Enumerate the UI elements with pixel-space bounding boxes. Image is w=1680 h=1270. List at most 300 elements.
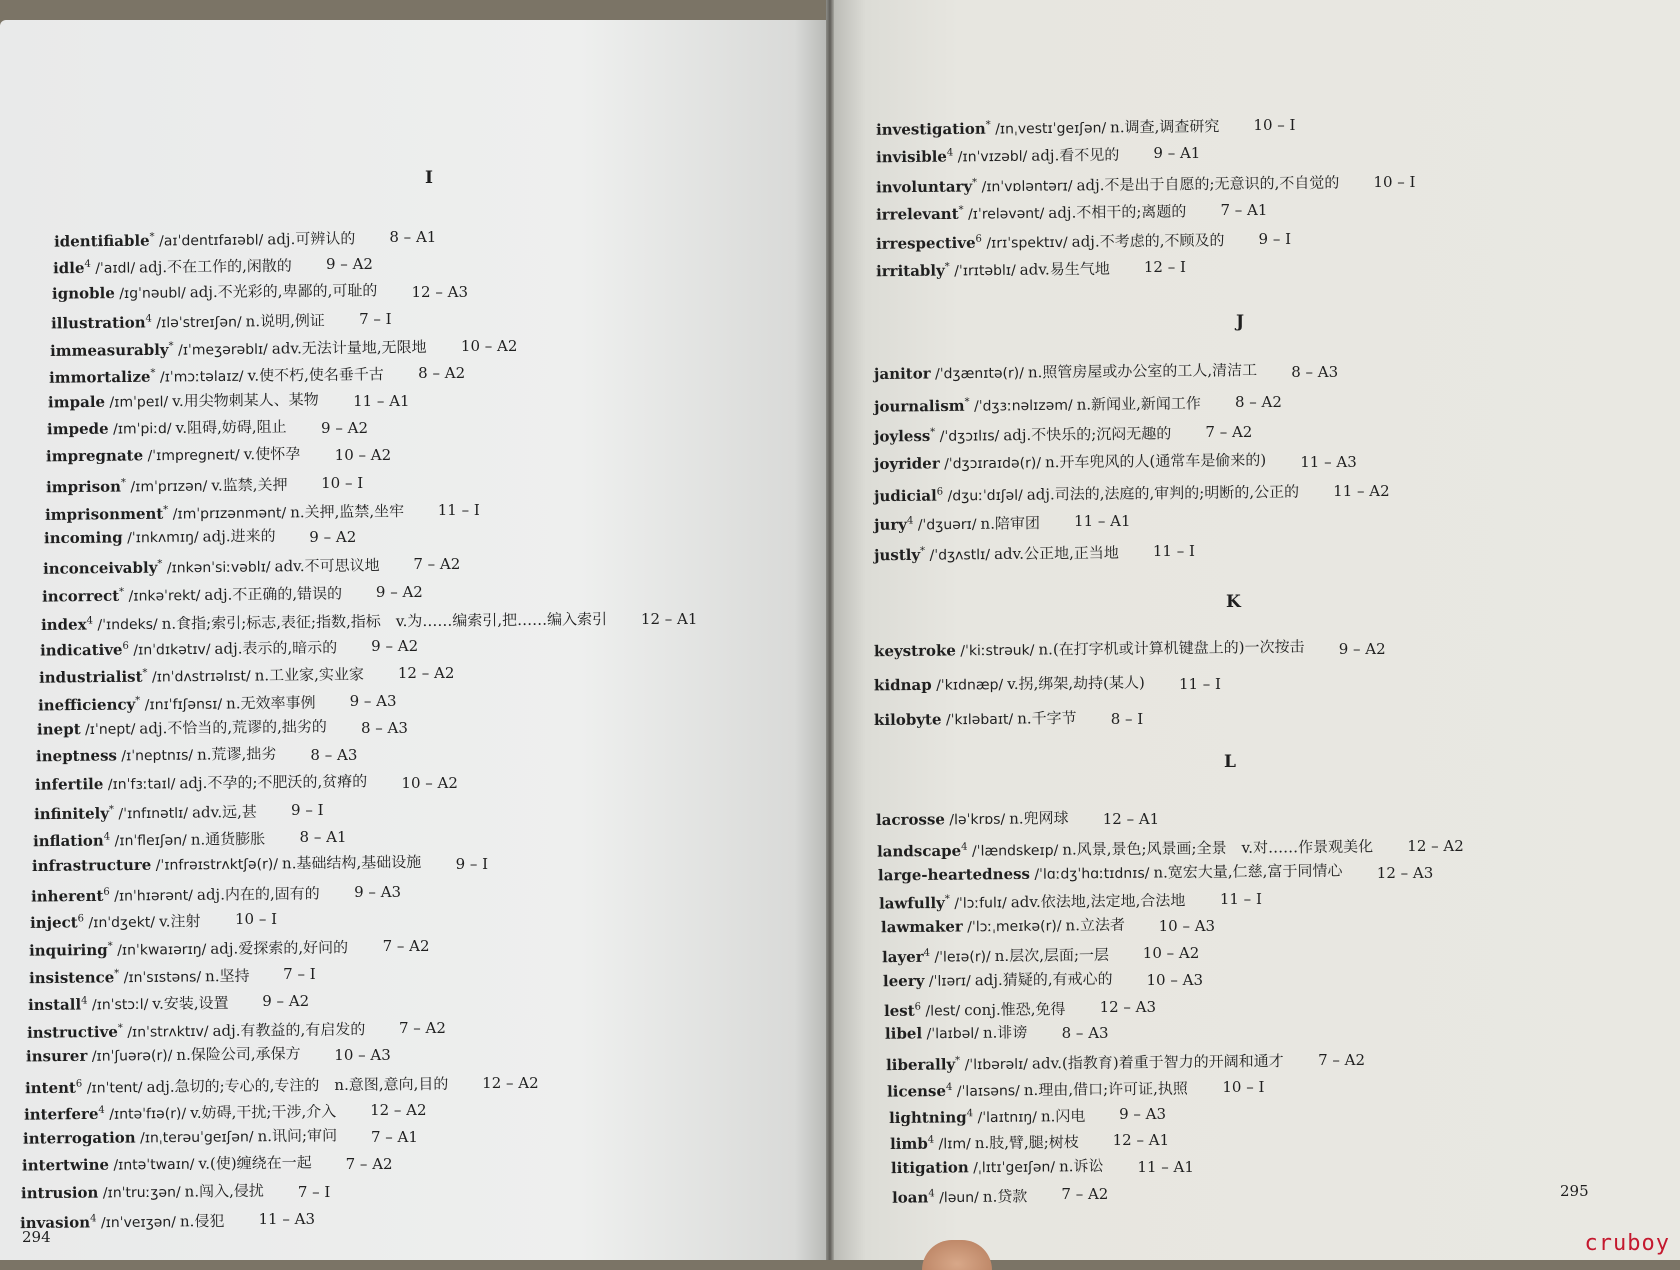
frequency-mark: 4 xyxy=(98,1104,105,1116)
frequency-mark: 4 xyxy=(928,1188,935,1200)
dictionary-entry xyxy=(50,335,427,361)
headword: lightning xyxy=(888,1107,967,1127)
pronunciation: /ˈdʒɜːnəlɪzəm/ xyxy=(969,397,1073,415)
unit-reference: 10 – I xyxy=(234,909,278,928)
unit-reference: 12 – A2 xyxy=(370,1100,427,1119)
definition: adj.不快乐的;沉闷无趣的 xyxy=(1003,424,1172,444)
pronunciation: /ɪnɪˈfɪʃənsɪ/ xyxy=(140,696,223,714)
unit-reference: 11 – A2 xyxy=(1333,482,1390,501)
dictionary-entry xyxy=(876,114,1220,140)
pronunciation: /ɪnˈtruːʒən/ xyxy=(98,1184,181,1202)
dictionary-entry xyxy=(26,1045,301,1067)
headword: infertile xyxy=(35,774,104,794)
dictionary-entry xyxy=(876,809,1069,830)
definition: n.兜网球 xyxy=(1009,808,1069,828)
headword: leery xyxy=(882,971,925,990)
pronunciation: /ɪnˈfleɪʃən/ xyxy=(110,832,188,850)
unit-reference: 11 – A1 xyxy=(1074,512,1131,531)
dictionary-entry xyxy=(886,1049,1284,1075)
pronunciation: /lɪm/ xyxy=(933,1136,971,1153)
unit-reference: 11 – A3 xyxy=(258,1210,315,1228)
frequency-mark: 6 xyxy=(75,1078,83,1090)
unit-reference: 8 – A3 xyxy=(1291,363,1339,381)
unit-reference: 12 – A2 xyxy=(482,1073,539,1092)
pronunciation: /ɪnˈtent/ xyxy=(81,1079,143,1097)
headword: judicial xyxy=(873,486,937,506)
dictionary-entry xyxy=(30,909,201,933)
pronunciation: /ˈɪnfrəɪstrʌktʃə(r)/ xyxy=(151,856,279,875)
headword: ineptness xyxy=(35,746,118,766)
unit-reference: 8 – A3 xyxy=(360,719,408,737)
unit-reference: 9 – A2 xyxy=(321,418,369,437)
section-heading-i: I xyxy=(425,168,433,188)
dictionary-entry xyxy=(27,1017,365,1043)
frequency-mark: * xyxy=(958,204,964,216)
frequency-mark: 6 xyxy=(975,233,982,245)
headword: inept xyxy=(36,720,81,739)
dictionary-entry xyxy=(874,391,1201,416)
definition: adj.进来的 xyxy=(202,526,276,546)
frequency-mark: 6 xyxy=(77,913,85,925)
definition: n.闪电 xyxy=(1040,1106,1086,1126)
left-page xyxy=(0,20,828,1260)
section-heading-j: J xyxy=(1236,312,1245,332)
unit-reference: 7 – A2 xyxy=(382,937,430,956)
dictionary-entry xyxy=(874,480,1299,506)
definition: adv.远,甚 xyxy=(192,802,258,822)
pronunciation: /ˈkɪdnæp/ xyxy=(931,677,1004,694)
pronunciation: /ɪrɪˈspektɪv/ xyxy=(981,234,1068,252)
dictionary-entry xyxy=(874,674,1145,696)
frequency-mark: 4 xyxy=(80,995,88,1007)
unit-reference: 9 – I xyxy=(1258,229,1292,248)
pronunciation: /lest/ xyxy=(920,1002,961,1020)
dictionary-entry xyxy=(41,607,607,635)
headword: imprisonment xyxy=(44,504,163,524)
unit-reference: 10 – A3 xyxy=(1158,917,1216,936)
dictionary-entry xyxy=(874,511,1040,535)
watermark: cruboy xyxy=(1584,1231,1670,1256)
headword: incoming xyxy=(43,528,123,548)
headword: layer xyxy=(881,947,924,967)
headword: inject xyxy=(30,913,79,932)
frequency-mark: * xyxy=(120,476,126,488)
pronunciation: /ɪləˈstreɪʃən/ xyxy=(152,314,242,332)
dictionary-entry xyxy=(43,554,380,580)
unit-reference: 9 – A2 xyxy=(1338,640,1386,658)
pronunciation: /ɪˈneptnɪs/ xyxy=(116,747,194,765)
pronunciation: /ˌlɪtɪˈgeɪʃən/ xyxy=(968,1159,1055,1177)
dictionary-entry xyxy=(36,745,276,767)
unit-reference: 7 – A2 xyxy=(345,1155,393,1174)
unit-reference: 10 – A2 xyxy=(460,337,518,356)
definition: adj.有教益的,有启发的 xyxy=(212,1020,365,1040)
definition: n.开车兜风的人(通常车是偷来的) xyxy=(1044,450,1267,471)
headword: inflation xyxy=(33,831,105,851)
definition: n.宽宏大量,仁慈,富于同情心 xyxy=(1153,861,1343,882)
dictionary-entry xyxy=(884,997,1066,1021)
dictionary-entry xyxy=(879,889,1186,914)
headword: loan xyxy=(891,1188,929,1207)
frequency-mark: 4 xyxy=(927,1134,934,1147)
headword: large-heartedness xyxy=(878,864,1031,884)
definition: v.(使)缠绕在一起 xyxy=(198,1153,312,1174)
headword: landscape xyxy=(877,841,962,861)
dictionary-entry xyxy=(27,991,228,1015)
definition: v.拐,绑架,劫持(某人) xyxy=(1007,673,1145,694)
definition: adv.不可思议地 xyxy=(274,556,380,576)
definition: n.基础结构,基础设施 xyxy=(282,853,422,873)
frequency-mark: * xyxy=(118,586,124,598)
pronunciation: /ˈlɑːdʒˈhɑːtɪdnɪs/ xyxy=(1030,865,1150,883)
headword: infrastructure xyxy=(32,856,152,876)
definition: n.闯入,侵扰 xyxy=(184,1181,264,1201)
unit-reference: 11 – A1 xyxy=(1137,1158,1194,1177)
dictionary-entry xyxy=(48,390,319,412)
definition: n.调查,调查研究 xyxy=(1110,117,1220,137)
definition: n.侵犯 xyxy=(179,1211,225,1231)
headword: irritably xyxy=(875,261,945,281)
headword: libel xyxy=(885,1024,923,1044)
headword: investigation xyxy=(875,119,986,139)
unit-reference: 8 – A1 xyxy=(389,228,437,246)
definition: n.诽谤 xyxy=(982,1023,1028,1043)
dictionary-entry xyxy=(24,1099,336,1124)
dictionary-entry xyxy=(54,226,355,251)
headword: intent xyxy=(24,1078,76,1097)
pronunciation: /ˈdʒɔɪlɪs/ xyxy=(935,427,1000,445)
frequency-mark: * xyxy=(162,504,168,516)
definition: n.保险公司,承保方 xyxy=(175,1044,301,1065)
headword: intrusion xyxy=(20,1183,99,1202)
headword: immortalize xyxy=(49,368,151,388)
unit-reference: 8 – A2 xyxy=(1234,392,1282,411)
pronunciation: /ɪnˈdɪkətɪv/ xyxy=(128,641,211,659)
dictionary-entry xyxy=(29,936,348,961)
frequency-mark: * xyxy=(945,894,951,906)
frequency-mark: 4 xyxy=(84,259,91,271)
pronunciation: /ˈlændskeɪp/ xyxy=(967,842,1059,860)
headword: interfere xyxy=(23,1104,99,1124)
dictionary-entry xyxy=(874,638,1305,662)
frequency-mark: 4 xyxy=(946,1081,953,1093)
dictionary-entry xyxy=(28,963,249,987)
pronunciation: /ɪnˈkwaɪərɪŋ/ xyxy=(113,942,207,960)
unit-reference: 10 – A3 xyxy=(1146,970,1203,989)
unit-reference: 7 – A2 xyxy=(1318,1051,1366,1070)
definition: v.安装,设置 xyxy=(151,993,229,1013)
unit-reference: 10 – A3 xyxy=(334,1046,391,1065)
headword: inherent xyxy=(31,886,104,906)
unit-reference: 12 – A2 xyxy=(397,664,455,683)
definition: n.工业家,实业家 xyxy=(254,665,364,685)
definition: adj.表示的,暗示的 xyxy=(214,638,338,658)
unit-reference: 9 – A2 xyxy=(371,637,419,656)
definition: conj.惟恐,免得 xyxy=(964,999,1066,1019)
dictionary-entry xyxy=(25,1071,449,1097)
pronunciation: /ləˈkrɒs/ xyxy=(944,811,1006,829)
dictionary-entry xyxy=(31,881,320,906)
unit-reference: 7 – A2 xyxy=(1205,422,1253,441)
pronunciation: /ˈdʒʌstlɪ/ xyxy=(925,547,991,564)
definition: adj.司法的,法庭的,审判的;明断的,公正的 xyxy=(1026,483,1300,504)
pronunciation: /ɪnˈstrʌktɪv/ xyxy=(122,1023,209,1041)
dictionary-entry xyxy=(887,1076,1188,1101)
dictionary-entry xyxy=(51,308,325,333)
definition: adj.不相干的;离题的 xyxy=(1048,202,1187,223)
headword: insistence xyxy=(28,967,114,987)
pronunciation: /ˈdʒænɪtə(r)/ xyxy=(930,365,1024,383)
dictionary-entry xyxy=(22,1154,312,1176)
unit-reference: 12 – A3 xyxy=(1099,997,1157,1016)
unit-reference: 12 – A3 xyxy=(1376,863,1434,882)
dictionary-entry xyxy=(34,800,257,824)
headword: joyless xyxy=(873,426,931,446)
headword: indicative xyxy=(39,640,123,660)
pronunciation: /ɪnkənˈsiːvəblɪ/ xyxy=(161,559,271,577)
dictionary-entry xyxy=(878,861,1343,885)
pronunciation: /ɪˈreləvənt/ xyxy=(963,206,1045,223)
definition: adj.可辨认的 xyxy=(267,229,356,249)
headword: janitor xyxy=(873,364,931,384)
frequency-mark: * xyxy=(109,804,115,816)
unit-reference: 9 – A1 xyxy=(1153,144,1201,163)
frequency-mark: * xyxy=(920,545,926,557)
dictionary-entry xyxy=(33,827,265,851)
frequency-mark: 4 xyxy=(906,515,914,527)
pronunciation: /ɪmˈpeɪl/ xyxy=(105,393,169,411)
headword: journalism xyxy=(873,396,965,416)
book-gutter xyxy=(826,0,834,1260)
page-number-left: 294 xyxy=(22,1228,51,1246)
pronunciation: /ɪnˈhɪərənt/ xyxy=(109,887,194,905)
unit-reference: 10 – A2 xyxy=(1142,943,1200,962)
unit-reference: 12 – A2 xyxy=(1407,836,1464,855)
frequency-mark: * xyxy=(150,368,156,380)
pronunciation: /ˈɪrɪtəblɪ/ xyxy=(949,262,1016,280)
frequency-mark: 4 xyxy=(923,947,930,959)
dictionary-entry xyxy=(45,472,287,497)
headword: joyrider xyxy=(873,453,940,473)
frequency-mark: * xyxy=(135,695,141,707)
frequency-mark: 4 xyxy=(961,841,968,853)
pronunciation: /ɪnˈvɪzəbl/ xyxy=(953,149,1028,166)
pronunciation: /ˈɪnfɪnətlɪ/ xyxy=(114,805,189,823)
pronunciation: /ˈɪndeks/ xyxy=(92,616,158,634)
headword: impede xyxy=(47,419,110,439)
definition: n.立法者 xyxy=(1064,915,1125,935)
dictionary-entry xyxy=(876,228,1225,254)
unit-reference: 8 – A3 xyxy=(1061,1024,1109,1043)
dictionary-entry xyxy=(37,717,327,739)
unit-reference: 8 – A3 xyxy=(310,746,358,765)
unit-reference: 7 – A2 xyxy=(1061,1185,1109,1203)
unit-reference: 10 – I xyxy=(1373,172,1416,191)
pronunciation: /ɪnˌterəuˈgeɪʃən/ xyxy=(135,1129,254,1147)
headword: limb xyxy=(889,1135,928,1154)
definition: n.肢,臂,腿;树枝 xyxy=(974,1133,1079,1153)
pronunciation: /ɪmˈprɪzən/ xyxy=(125,478,207,495)
headword: install xyxy=(27,995,81,1014)
dictionary-entry xyxy=(888,1104,1085,1128)
headword: ignoble xyxy=(52,283,116,303)
definition: adv.依法地,法定地,合法地 xyxy=(1011,891,1186,912)
unit-reference: 11 – I xyxy=(1178,675,1221,693)
definition: n.坚持 xyxy=(204,966,250,985)
pronunciation: /ɪˈmɔːtəlaɪz/ xyxy=(155,369,244,387)
definition: adj.爱探索的,好问的 xyxy=(210,938,349,958)
pronunciation: /dʒuːˈdɪʃəl/ xyxy=(943,487,1023,505)
pronunciation: /ˈlaɪbəl/ xyxy=(922,1026,980,1043)
unit-reference: 11 – A1 xyxy=(353,391,410,410)
section-heading-l: L xyxy=(1224,752,1236,772)
definition: n.贷款 xyxy=(982,1187,1028,1206)
pronunciation: /ˈlɪərɪ/ xyxy=(924,972,971,990)
pronunciation: /ˈlaɪsəns/ xyxy=(952,1083,1021,1100)
pronunciation: /ɪnˈstɔːl/ xyxy=(86,996,149,1014)
headword: industrialist xyxy=(38,668,143,688)
unit-reference: 7 – A2 xyxy=(413,555,461,574)
headword: infinitely xyxy=(34,804,110,823)
frequency-mark: * xyxy=(117,1022,123,1034)
dictionary-entry xyxy=(52,281,377,303)
unit-reference: 9 – A2 xyxy=(325,255,373,274)
dictionary-entry xyxy=(40,636,337,661)
headword: idle xyxy=(52,259,85,278)
frequency-mark: 6 xyxy=(122,640,129,652)
unit-reference: 11 – I xyxy=(437,500,480,519)
pronunciation: /ˈlaɪtnɪŋ/ xyxy=(972,1109,1037,1126)
headword: lawmaker xyxy=(880,917,963,937)
dictionary-entry xyxy=(891,1157,1104,1178)
definition: adj.急切的;专心的,专注的 n.意图,意向,目的 xyxy=(146,1074,449,1096)
definition: n.新闻业,新闻工作 xyxy=(1076,394,1201,414)
unit-reference: 10 – I xyxy=(1222,1077,1265,1096)
definition: adj.不考虑的,不顾及的 xyxy=(1071,230,1225,251)
unit-reference: 12 – A1 xyxy=(640,609,698,628)
frequency-mark: * xyxy=(168,340,174,352)
definition: n.陪审团 xyxy=(980,514,1041,533)
headword: insurer xyxy=(25,1047,88,1066)
pronunciation: /ɪnˈveɪʒən/ xyxy=(96,1214,177,1232)
unit-reference: 11 – I xyxy=(1152,542,1195,560)
pronunciation: /ˈɪnkʌmɪŋ/ xyxy=(122,529,199,547)
dictionary-entry xyxy=(46,445,300,467)
definition: n.食指;索引;标志,表征;指数,指标 v.为……编索引,把……编入索引 xyxy=(161,609,607,633)
frequency-mark: 4 xyxy=(90,1213,97,1225)
frequency-mark: 4 xyxy=(966,1107,973,1119)
pronunciation: /ɪntəˈfɪə(r)/ xyxy=(104,1105,187,1123)
unit-reference: 9 – A3 xyxy=(1119,1104,1167,1123)
frequency-mark: * xyxy=(156,558,163,570)
headword: index xyxy=(40,615,87,634)
unit-reference: 10 – I xyxy=(321,473,364,492)
unit-reference: 8 – I xyxy=(1110,710,1144,728)
frequency-mark: * xyxy=(944,261,950,273)
pronunciation: /ɪˈnept/ xyxy=(80,721,136,739)
definition: adv.公正地,正当地 xyxy=(993,543,1119,564)
pronunciation: /ˈlɪbərəlɪ/ xyxy=(960,1056,1029,1074)
definition: adj.不恰当的,荒谬的,拙劣的 xyxy=(139,717,327,738)
dictionary-entry xyxy=(876,200,1187,225)
definition: n.讯问;审问 xyxy=(257,1126,337,1146)
pronunciation: /ɪmˈpiːd/ xyxy=(108,420,173,438)
headword: keystroke xyxy=(873,641,956,661)
pronunciation: /ˈdʒɔɪraɪdə(r)/ xyxy=(939,454,1042,472)
headword: jury xyxy=(873,515,908,535)
headword: lawfully xyxy=(879,894,946,913)
pronunciation: /ˈlɔːfulɪ/ xyxy=(950,895,1008,913)
headword: license xyxy=(887,1081,947,1101)
pronunciation: /ˈlɔːˌmeɪkə(r)/ xyxy=(962,918,1062,936)
definition: v.阻碍,妨碍,阻止 xyxy=(175,417,288,437)
dictionary-entry xyxy=(47,418,287,440)
headword: illustration xyxy=(51,313,146,333)
headword: irrespective xyxy=(875,233,976,253)
unit-reference: 8 – A1 xyxy=(299,828,347,847)
unit-reference: 9 – A2 xyxy=(262,991,310,1010)
pronunciation: /ɪnˈdʌstrɪəlɪst/ xyxy=(147,668,251,687)
headword: lacrosse xyxy=(875,810,945,830)
pronunciation: /ɪnˈfɜːtaɪl/ xyxy=(103,775,176,793)
pronunciation: /ɪnˈvɒləntərɪ/ xyxy=(977,178,1073,196)
dictionary-entry xyxy=(874,450,1266,473)
headword: identifiable xyxy=(53,231,150,251)
frequency-mark: * xyxy=(108,941,114,953)
pronunciation: /ɪnˈdʒekt/ xyxy=(84,914,156,932)
unit-reference: 7 – I xyxy=(297,1182,331,1201)
frequency-mark: * xyxy=(930,426,936,438)
headword: litigation xyxy=(890,1158,969,1178)
unit-reference: 7 – A2 xyxy=(398,1019,446,1038)
dictionary-entry xyxy=(892,1184,1028,1207)
frequency-mark: 4 xyxy=(103,831,111,843)
dictionary-entry xyxy=(874,361,1257,384)
headword: liberally xyxy=(886,1055,956,1075)
pronunciation: /aɪˈdentɪfaɪəbl/ xyxy=(154,232,264,250)
frequency-mark: 6 xyxy=(914,1001,922,1013)
definition: adj.看不见的 xyxy=(1031,146,1120,166)
frequency-mark: * xyxy=(972,177,978,189)
frequency-mark: * xyxy=(985,119,991,131)
definition: v.使不朽,使名垂千古 xyxy=(247,365,385,386)
frequency-mark: 6 xyxy=(103,886,111,898)
definition: adj.不光彩的,卑鄙的,可耻的 xyxy=(189,280,378,301)
definition: n.风景,景色;风景画;全景 v.对……作景观美化 xyxy=(1062,837,1374,859)
definition: v.用尖物刺某人、某物 xyxy=(172,390,320,410)
dictionary-entry xyxy=(39,663,364,688)
unit-reference: 11 – I xyxy=(1219,890,1262,909)
unit-reference: 9 – A3 xyxy=(349,691,397,710)
definition: adv.易生气地 xyxy=(1019,259,1110,279)
unit-reference: 12 – I xyxy=(1143,258,1186,276)
definition: n.诉讼 xyxy=(1058,1157,1104,1176)
dictionary-entry xyxy=(44,499,403,525)
dictionary-entry xyxy=(882,943,1109,967)
headword: immeasurably xyxy=(50,340,169,361)
definition: v.注射 xyxy=(159,912,201,931)
definition: n.荒谬,拙劣 xyxy=(197,745,277,764)
pronunciation: /ˈɪmpregneɪt/ xyxy=(143,447,241,465)
definition: v.妨碍,干扰;干涉,介入 xyxy=(189,1102,337,1122)
frequency-mark: 4 xyxy=(86,615,93,627)
definition: n.照管房屋或办公室的工人,清洁工 xyxy=(1027,360,1258,382)
unit-reference: 12 – A3 xyxy=(411,282,468,301)
pronunciation: /ɪnˈsɪstəns/ xyxy=(118,968,201,986)
unit-reference: 7 – I xyxy=(359,309,392,328)
pronunciation: /ɪnˈʃuərə(r)/ xyxy=(86,1048,173,1066)
dictionary-entry xyxy=(23,1127,337,1149)
